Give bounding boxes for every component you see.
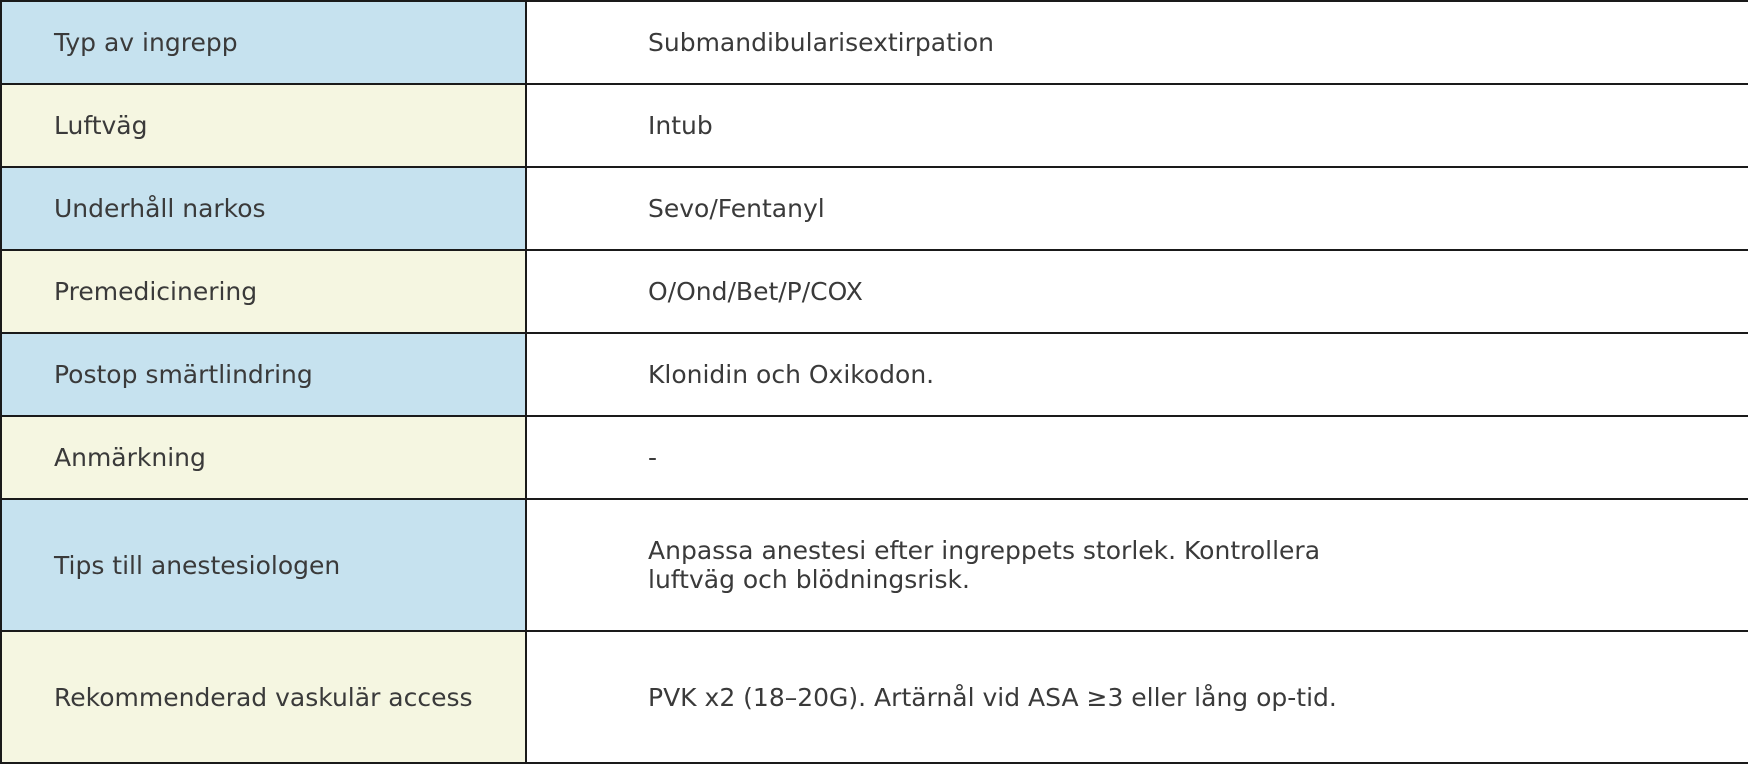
row-label: Underhåll narkos — [1, 167, 526, 250]
row-label: Anmärkning — [1, 416, 526, 499]
row-label: Premedicinering — [1, 250, 526, 333]
row-value: Klonidin och Oxikodon. — [526, 333, 1748, 416]
row-label: Tips till anestesiologen — [1, 499, 526, 631]
row-label: Luftväg — [1, 84, 526, 167]
table-row — [1, 333, 1748, 416]
row-value: Anpassa anestesi efter ingreppets storlek. Kontrollera luftväg och blödningsrisk. — [526, 499, 1748, 631]
table-row — [1, 250, 1748, 333]
row-value: O/Ond/Bet/P/COX — [526, 250, 1748, 333]
row-value: Intub — [526, 84, 1748, 167]
table-row — [1, 1, 1748, 84]
row-label: Postop smärtlindring — [1, 333, 526, 416]
table-row — [1, 499, 1748, 631]
table-row — [1, 84, 1748, 167]
row-value: Submandibularisextirpation — [526, 1, 1748, 84]
row-value: PVK x2 (18–20G). Artärnål vid ASA ≥3 eller lång op-tid. — [526, 631, 1748, 763]
row-value: - — [526, 416, 1748, 499]
table-row — [1, 167, 1748, 250]
row-value: Sevo/Fentanyl — [526, 167, 1748, 250]
row-label: Rekommenderad vaskulär access — [1, 631, 526, 763]
row-label: Typ av ingrepp — [1, 1, 526, 84]
table-row — [1, 631, 1748, 763]
table-row — [1, 416, 1748, 499]
